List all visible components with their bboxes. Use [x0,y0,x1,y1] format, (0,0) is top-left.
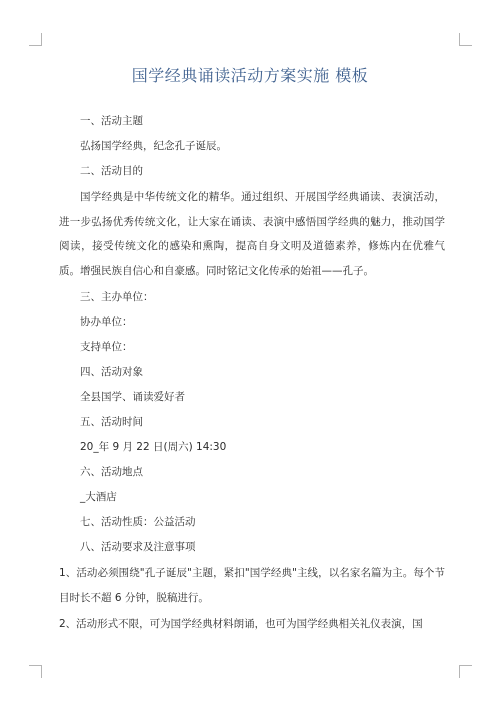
section-heading-audience: 四、活动对象 [80,366,143,378]
requirement-item-2: 2、活动形式不限，可为国学经典材料朗诵，也可为国学经典相关礼仪表演，国 [59,618,423,630]
section-heading-nature: 七、活动性质：公益活动 [80,516,196,528]
section-heading-time: 五、活动时间 [80,416,143,428]
crop-mark-top-right [459,33,472,46]
crop-mark-top-left [29,33,42,46]
section-heading-purpose: 二、活动目的 [80,165,143,177]
section-heading-theme: 一、活动主题 [80,115,143,127]
crop-mark-bottom-right [459,665,472,678]
section-heading-requirements: 八、活动要求及注意事项 [80,541,196,553]
section-body-audience: 全县国学、诵读爱好者 [80,391,185,403]
section-body-theme: 弘扬国学经典，纪念孔子诞辰。 [80,140,227,152]
crop-mark-bottom-left [29,665,42,678]
section-heading-location: 六、活动地点 [80,466,143,478]
section-body-location: _大酒店 [80,491,117,503]
supporter-label: 支持单位： [80,341,133,353]
document-body [59,110,445,638]
document-title: 国学经典诵读活动方案实施 模板 [131,66,369,85]
section-body-time: 20_年 9 月 22 日(周六) 14:30 [80,441,227,453]
co-organizer-label: 协办单位： [80,316,133,328]
section-body-purpose: 国学经典是中华传统文化的精华。通过组织、开展国学经典诵读、表演活动，进一步弘扬优秀传统文化，让大家在诵读、表演中感悟国学经典的魅力，推动国学阅读，接受传统文化的感染和熏陶，提高自身文明及道德素养，修炼内在优雅气质。增强民族自信心和自豪感。同时铭记文化传承的始祖——孔子。 [59,191,445,277]
requirement-item-1: 1、活动必须围绕"孔子诞辰"主题，紧扣"国学经典"主线，以名家名篇为主。每个节目时长不超 6 分钟，脱稿进行。 [59,567,445,604]
section-heading-organizer: 三、主办单位： [80,291,154,303]
